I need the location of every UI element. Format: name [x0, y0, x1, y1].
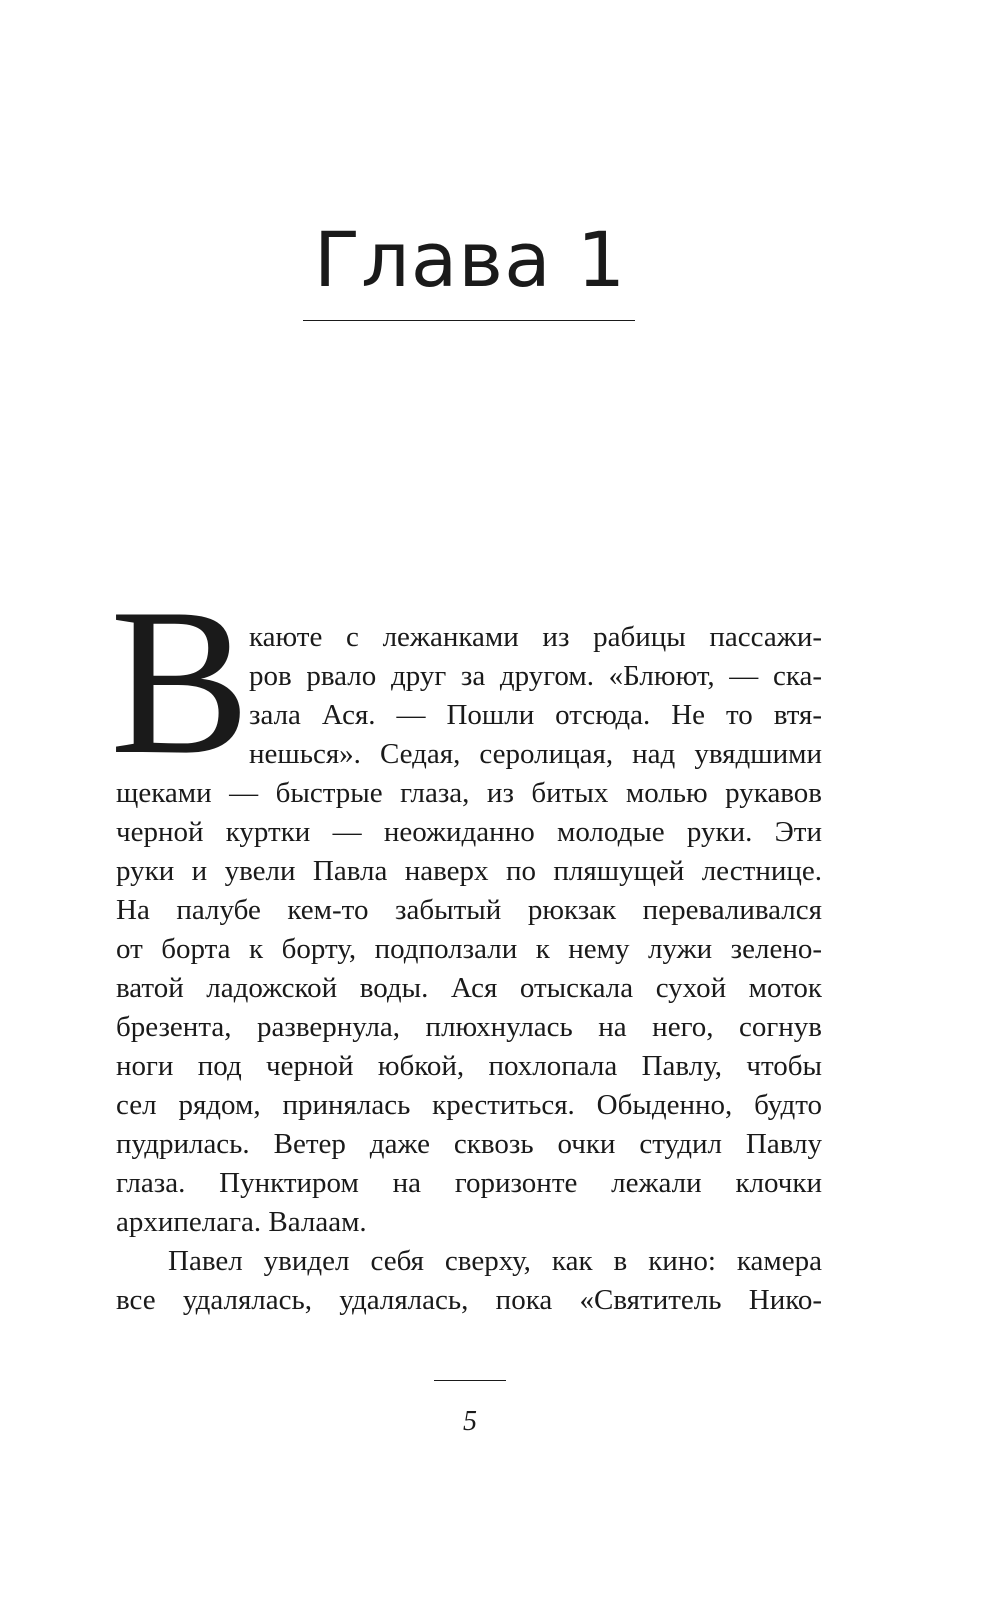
text-line: каюте с лежанками из рабицы пассажи-	[249, 621, 822, 653]
chapter-title: Глава 1	[313, 215, 627, 304]
text-line: сел рядом, принялась креститься. Обыденно, будто	[116, 1089, 822, 1121]
text-line: нешься». Седая, серолицая, над увядшими	[249, 738, 822, 770]
text-line: все удалялась, удалялась, пока «Святитель Нико-	[116, 1284, 822, 1316]
text-line: Павел увидел себя сверху, как в кино: камера	[168, 1245, 822, 1277]
text-line: ватой ладожской воды. Ася отыскала сухой моток	[116, 972, 822, 1004]
text-line: ноги под черной юбкой, похлопала Павлу, чтобы	[116, 1050, 822, 1082]
text-line: черной куртки — неожиданно молодые руки. Эти	[116, 816, 822, 848]
text-line: На палубе кем-то забытый рюкзак переваливался	[116, 894, 822, 926]
text-line: глаза. Пунктиром на горизонте лежали клочки	[116, 1167, 822, 1199]
text-line: руки и увели Павла наверх по пляшущей лестнице.	[116, 855, 822, 887]
page-number: 5	[463, 1406, 477, 1437]
body-text	[116, 618, 822, 1320]
text-line: архипелага. Валаам.	[116, 1206, 367, 1238]
text-line: пудрилась. Ветер даже сквозь очки студил Павлу	[116, 1128, 822, 1160]
text-line: ров рвало друг за другом. «Блюют, — ска-	[249, 660, 822, 692]
drop-cap: В	[110, 566, 251, 798]
text-line: щеками — быстрые глаза, из битых молью рукавов	[116, 777, 822, 809]
text-line: зала Ася. — Пошли отсюда. Не то втя-	[249, 699, 822, 731]
text-line: от борта к борту, подползали к нему лужи зелено-	[116, 933, 822, 965]
title-divider	[303, 320, 635, 321]
footer-divider	[434, 1380, 506, 1381]
text-line: брезента, развернула, плюхнулась на него, согнув	[116, 1011, 822, 1043]
